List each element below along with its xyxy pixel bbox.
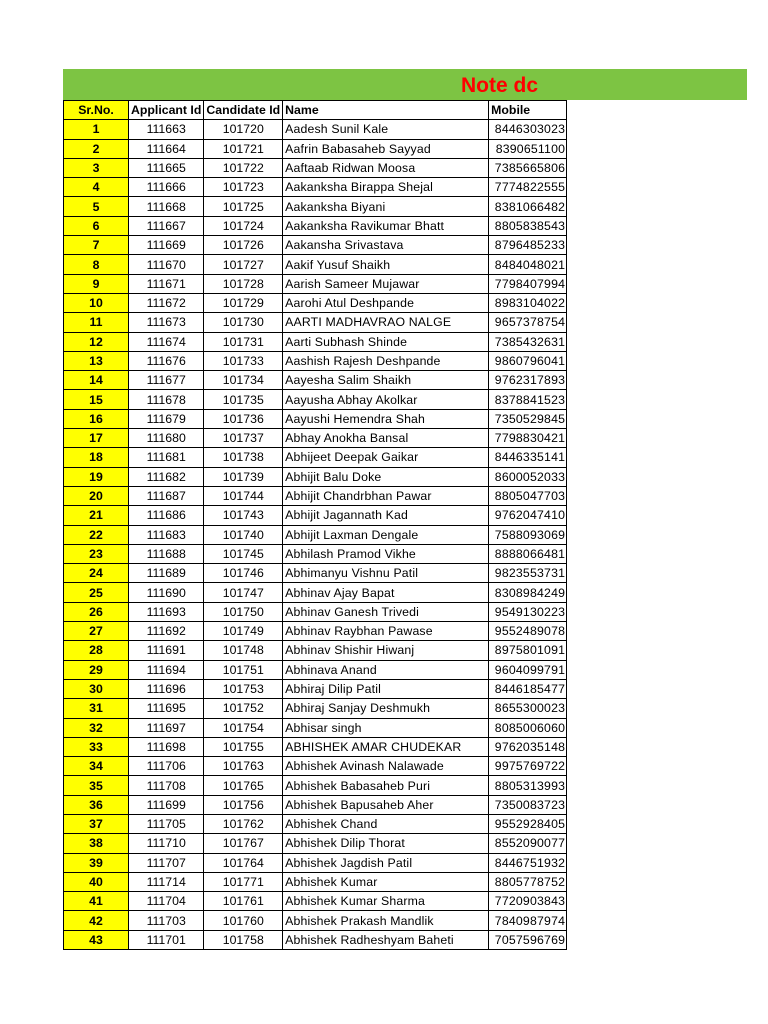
cell-name[interactable]: Abhishek Bapusaheb Aher [283,795,489,814]
cell-mobile[interactable]: 7350083723 [489,795,567,814]
cell-applicant-id[interactable]: 111683 [129,525,204,544]
cell-candidate-id[interactable]: 101767 [204,834,283,853]
cell-srno[interactable]: 29 [64,660,129,679]
cell-mobile[interactable]: 8308984249 [489,583,567,602]
cell-name[interactable]: Aakanksha Biyani [283,197,489,216]
cell-name[interactable]: Aakansha Srivastava [283,236,489,255]
cell-name[interactable]: Abhinav Shishir Hiwanj [283,641,489,660]
cell-candidate-id[interactable]: 101754 [204,718,283,737]
cell-candidate-id[interactable]: 101723 [204,178,283,197]
cell-candidate-id[interactable]: 101744 [204,486,283,505]
cell-name[interactable]: Abhishek Jagdish Patil [283,853,489,872]
cell-applicant-id[interactable]: 111682 [129,467,204,486]
table-row [64,429,567,448]
cell-name[interactable]: Abhishek Prakash Mandlik [283,911,489,930]
cell-applicant-id[interactable]: 111687 [129,486,204,505]
cell-candidate-id[interactable]: 101751 [204,660,283,679]
table-row [64,814,567,833]
table-row [64,525,567,544]
cell-mobile[interactable]: 7385665806 [489,158,567,177]
cell-candidate-id[interactable]: 101733 [204,351,283,370]
cell-candidate-id[interactable]: 101760 [204,911,283,930]
table-row [64,506,567,525]
cell-mobile[interactable]: 7720903843 [489,892,567,911]
cell-candidate-id[interactable]: 101746 [204,564,283,583]
cell-name[interactable]: AARTI MADHAVRAO NALGE [283,313,489,332]
table-row [64,699,567,718]
table-row [64,622,567,641]
header-row [64,101,567,120]
cell-srno[interactable]: 30 [64,679,129,698]
table-row [64,486,567,505]
cell-name[interactable]: Abhiraj Dilip Patil [283,679,489,698]
cell-applicant-id[interactable]: 111701 [129,930,204,949]
cell-srno[interactable]: 19 [64,467,129,486]
cell-candidate-id[interactable]: 101743 [204,506,283,525]
cell-name[interactable]: Aarohi Atul Deshpande [283,293,489,312]
cell-srno[interactable]: 8 [64,255,129,274]
cell-mobile[interactable]: 9604099791 [489,660,567,679]
cell-mobile[interactable]: 8484048021 [489,255,567,274]
cell-srno[interactable]: 22 [64,525,129,544]
cell-srno[interactable]: 24 [64,564,129,583]
cell-name[interactable]: Aadesh Sunil Kale [283,120,489,139]
cell-name[interactable]: Abhishek Chand [283,814,489,833]
cell-name[interactable]: Abhishek Kumar [283,872,489,891]
cell-mobile[interactable]: 9823553731 [489,564,567,583]
cell-name[interactable]: Abhilash Pramod Vikhe [283,544,489,563]
table-row [64,274,567,293]
cell-mobile[interactable]: 8446751932 [489,853,567,872]
cell-mobile[interactable]: 7798407994 [489,274,567,293]
table-row [64,371,567,390]
cell-srno[interactable]: 27 [64,622,129,641]
cell-name[interactable]: Abhinava Anand [283,660,489,679]
cell-mobile[interactable]: 9762035148 [489,737,567,756]
table-row [64,351,567,370]
cell-mobile[interactable]: 8446335141 [489,448,567,467]
cell-srno[interactable]: 37 [64,814,129,833]
table-row [64,158,567,177]
cell-srno[interactable]: 28 [64,641,129,660]
table-row [64,602,567,621]
cell-candidate-id[interactable]: 101753 [204,679,283,698]
header-candidate-id[interactable]: Candidate Id [204,101,283,120]
cell-srno[interactable]: 21 [64,506,129,525]
cell-applicant-id[interactable]: 111694 [129,660,204,679]
cell-mobile[interactable]: 8446303023 [489,120,567,139]
cell-applicant-id[interactable]: 111667 [129,216,204,235]
cell-srno[interactable]: 16 [64,409,129,428]
cell-srno[interactable]: 14 [64,371,129,390]
cell-applicant-id[interactable]: 111679 [129,409,204,428]
cell-mobile[interactable]: 8796485233 [489,236,567,255]
cell-candidate-id[interactable]: 101755 [204,737,283,756]
cell-name[interactable]: Abhishek Avinash Nalawade [283,757,489,776]
cell-srno[interactable]: 13 [64,351,129,370]
cell-applicant-id[interactable]: 111699 [129,795,204,814]
cell-applicant-id[interactable]: 111664 [129,139,204,158]
cell-candidate-id[interactable]: 101756 [204,795,283,814]
cell-candidate-id[interactable]: 101761 [204,892,283,911]
cell-name[interactable]: Aafrin Babasaheb Sayyad [283,139,489,158]
cell-name[interactable]: Aarti Subhash Shinde [283,332,489,351]
cell-candidate-id[interactable]: 101737 [204,429,283,448]
cell-srno[interactable]: 2 [64,139,129,158]
cell-name[interactable]: Abhijit Chandrbhan Pawar [283,486,489,505]
cell-srno[interactable]: 5 [64,197,129,216]
cell-mobile[interactable]: 9552928405 [489,814,567,833]
cell-applicant-id[interactable]: 111668 [129,197,204,216]
cell-srno[interactable]: 4 [64,178,129,197]
cell-candidate-id[interactable]: 101736 [204,409,283,428]
cell-applicant-id[interactable]: 111669 [129,236,204,255]
cell-candidate-id[interactable]: 101725 [204,197,283,216]
table-row [64,872,567,891]
cell-applicant-id[interactable]: 111678 [129,390,204,409]
cell-applicant-id[interactable]: 111703 [129,911,204,930]
table-row [64,737,567,756]
cell-candidate-id[interactable]: 101728 [204,274,283,293]
cell-srno[interactable]: 32 [64,718,129,737]
cell-candidate-id[interactable]: 101735 [204,390,283,409]
table-row [64,120,567,139]
cell-applicant-id[interactable]: 111698 [129,737,204,756]
cell-candidate-id[interactable]: 101721 [204,139,283,158]
cell-candidate-id[interactable]: 101730 [204,313,283,332]
cell-name[interactable]: Aayusha Abhay Akolkar [283,390,489,409]
cell-applicant-id[interactable]: 111690 [129,583,204,602]
cell-mobile[interactable]: 9552489078 [489,622,567,641]
cell-mobile[interactable]: 8600052033 [489,467,567,486]
cell-srno[interactable]: 3 [64,158,129,177]
cell-name[interactable]: Abhiraj Sanjay Deshmukh [283,699,489,718]
applicant-table [63,100,567,950]
cell-name[interactable]: Abhisar singh [283,718,489,737]
cell-mobile[interactable]: 7774822555 [489,178,567,197]
cell-applicant-id[interactable]: 111681 [129,448,204,467]
cell-applicant-id[interactable]: 111686 [129,506,204,525]
cell-candidate-id[interactable]: 101764 [204,853,283,872]
cell-applicant-id[interactable]: 111697 [129,718,204,737]
cell-mobile[interactable]: 8888066481 [489,544,567,563]
cell-candidate-id[interactable]: 101726 [204,236,283,255]
cell-mobile[interactable]: 9975769722 [489,757,567,776]
cell-srno[interactable]: 31 [64,699,129,718]
cell-srno[interactable]: 17 [64,429,129,448]
cell-applicant-id[interactable]: 111670 [129,255,204,274]
cell-mobile[interactable]: 9549130223 [489,602,567,621]
cell-candidate-id[interactable]: 101734 [204,371,283,390]
cell-name[interactable]: Abhinav Ajay Bapat [283,583,489,602]
cell-srno[interactable]: 10 [64,293,129,312]
table-row [64,313,567,332]
cell-mobile[interactable]: 8085006060 [489,718,567,737]
cell-mobile[interactable]: 9762047410 [489,506,567,525]
cell-candidate-id[interactable]: 101722 [204,158,283,177]
table-row [64,139,567,158]
cell-candidate-id[interactable]: 101749 [204,622,283,641]
header-applicant-id[interactable]: Applicant Id [129,101,204,120]
table-row [64,293,567,312]
cell-name[interactable]: Aayesha Salim Shaikh [283,371,489,390]
cell-candidate-id[interactable]: 101748 [204,641,283,660]
cell-applicant-id[interactable]: 111696 [129,679,204,698]
cell-name[interactable]: Aarish Sameer Mujawar [283,274,489,293]
cell-applicant-id[interactable]: 111691 [129,641,204,660]
cell-srno[interactable]: 6 [64,216,129,235]
cell-name[interactable]: Aakanksha Birappa Shejal [283,178,489,197]
cell-srno[interactable]: 12 [64,332,129,351]
cell-candidate-id[interactable]: 101720 [204,120,283,139]
cell-name[interactable]: Abhimanyu Vishnu Patil [283,564,489,583]
cell-applicant-id[interactable]: 111663 [129,120,204,139]
cell-srno[interactable]: 1 [64,120,129,139]
header-srno[interactable]: Sr.No. [64,101,129,120]
cell-candidate-id[interactable]: 101739 [204,467,283,486]
table-row [64,583,567,602]
cell-mobile[interactable]: 8552090077 [489,834,567,853]
cell-mobile[interactable]: 7588093069 [489,525,567,544]
cell-srno[interactable]: 40 [64,872,129,891]
cell-applicant-id[interactable]: 111707 [129,853,204,872]
cell-candidate-id[interactable]: 101738 [204,448,283,467]
cell-name[interactable]: Abhijit Jagannath Kad [283,506,489,525]
cell-candidate-id[interactable]: 101750 [204,602,283,621]
cell-mobile[interactable]: 8805313993 [489,776,567,795]
cell-applicant-id[interactable]: 111665 [129,158,204,177]
cell-candidate-id[interactable]: 101763 [204,757,283,776]
cell-name[interactable]: Abhinav Ganesh Trivedi [283,602,489,621]
table-row [64,178,567,197]
cell-name[interactable]: Aaftaab Ridwan Moosa [283,158,489,177]
cell-applicant-id[interactable]: 111714 [129,872,204,891]
cell-applicant-id[interactable]: 111666 [129,178,204,197]
cell-mobile[interactable]: 7057596769 [489,930,567,949]
cell-name[interactable]: Abhay Anokha Bansal [283,429,489,448]
cell-candidate-id[interactable]: 101758 [204,930,283,949]
cell-srno[interactable]: 34 [64,757,129,776]
cell-candidate-id[interactable]: 101762 [204,814,283,833]
cell-mobile[interactable]: 8446185477 [489,679,567,698]
cell-srno[interactable]: 11 [64,313,129,332]
cell-name[interactable]: Abhishek Kumar Sharma [283,892,489,911]
cell-srno[interactable]: 20 [64,486,129,505]
cell-applicant-id[interactable]: 111672 [129,293,204,312]
cell-candidate-id[interactable]: 101771 [204,872,283,891]
cell-srno[interactable]: 38 [64,834,129,853]
cell-candidate-id[interactable]: 101729 [204,293,283,312]
table-row [64,197,567,216]
cell-applicant-id[interactable]: 111706 [129,757,204,776]
cell-candidate-id[interactable]: 101724 [204,216,283,235]
cell-applicant-id[interactable]: 111689 [129,564,204,583]
cell-candidate-id[interactable]: 101765 [204,776,283,795]
cell-mobile[interactable]: 8381066482 [489,197,567,216]
cell-applicant-id[interactable]: 111674 [129,332,204,351]
cell-mobile[interactable]: 8983104022 [489,293,567,312]
table-row [64,776,567,795]
cell-srno[interactable]: 41 [64,892,129,911]
table-row [64,236,567,255]
cell-candidate-id[interactable]: 101752 [204,699,283,718]
cell-mobile[interactable]: 9762317893 [489,371,567,390]
cell-srno[interactable]: 43 [64,930,129,949]
cell-mobile[interactable]: 7840987974 [489,911,567,930]
cell-mobile[interactable]: 8805778752 [489,872,567,891]
cell-mobile[interactable]: 7798830421 [489,429,567,448]
cell-name[interactable]: Abhinav Raybhan Pawase [283,622,489,641]
cell-srno[interactable]: 23 [64,544,129,563]
cell-applicant-id[interactable]: 111693 [129,602,204,621]
cell-applicant-id[interactable]: 111705 [129,814,204,833]
cell-mobile[interactable]: 7385432631 [489,332,567,351]
cell-mobile[interactable]: 8655300023 [489,699,567,718]
cell-srno[interactable]: 42 [64,911,129,930]
cell-applicant-id[interactable]: 111671 [129,274,204,293]
cell-name[interactable]: Aayushi Hemendra Shah [283,409,489,428]
cell-name[interactable]: Abhijeet Deepak Gaikar [283,448,489,467]
cell-name[interactable]: Abhishek Babasaheb Puri [283,776,489,795]
table-row [64,409,567,428]
cell-name[interactable]: Aakanksha Ravikumar Bhatt [283,216,489,235]
cell-mobile[interactable]: 9860796041 [489,351,567,370]
header-mobile[interactable]: Mobile [489,101,567,120]
table-row [64,448,567,467]
table-row [64,853,567,872]
cell-name[interactable]: Abhishek Dilip Thorat [283,834,489,853]
cell-candidate-id[interactable]: 101740 [204,525,283,544]
table-row [64,216,567,235]
cell-srno[interactable]: 15 [64,390,129,409]
cell-mobile[interactable]: 8805047703 [489,486,567,505]
cell-candidate-id[interactable]: 101727 [204,255,283,274]
cell-srno[interactable]: 7 [64,236,129,255]
table-row [64,660,567,679]
sheet-title: Note dc [461,74,539,97]
cell-srno[interactable]: 36 [64,795,129,814]
cell-name[interactable]: ABHISHEK AMAR CHUDEKAR [283,737,489,756]
title-banner [63,69,747,100]
cell-applicant-id[interactable]: 111677 [129,371,204,390]
cell-applicant-id[interactable]: 111688 [129,544,204,563]
cell-candidate-id[interactable]: 101747 [204,583,283,602]
cell-srno[interactable]: 33 [64,737,129,756]
cell-mobile[interactable]: 8805838543 [489,216,567,235]
table-row [64,255,567,274]
cell-applicant-id[interactable]: 111692 [129,622,204,641]
table-row [64,332,567,351]
cell-applicant-id[interactable]: 111704 [129,892,204,911]
table-row [64,544,567,563]
cell-applicant-id[interactable]: 111673 [129,313,204,332]
cell-srno[interactable]: 26 [64,602,129,621]
cell-srno[interactable]: 18 [64,448,129,467]
cell-name[interactable]: Aakif Yusuf Shaikh [283,255,489,274]
table-row [64,718,567,737]
table-row [64,390,567,409]
cell-name[interactable]: Abhishek Radheshyam Baheti [283,930,489,949]
cell-applicant-id[interactable]: 111676 [129,351,204,370]
table-row [64,757,567,776]
cell-srno[interactable]: 35 [64,776,129,795]
cell-srno[interactable]: 25 [64,583,129,602]
header-name[interactable]: Name [283,101,489,120]
cell-applicant-id[interactable]: 111708 [129,776,204,795]
cell-mobile[interactable]: 8378841523 [489,390,567,409]
cell-mobile[interactable]: 8975801091 [489,641,567,660]
cell-applicant-id[interactable]: 111695 [129,699,204,718]
cell-mobile[interactable]: 9657378754 [489,313,567,332]
cell-mobile[interactable]: 8390651100 [489,139,567,158]
table-row [64,892,567,911]
cell-applicant-id[interactable]: 111680 [129,429,204,448]
cell-srno[interactable]: 39 [64,853,129,872]
cell-candidate-id[interactable]: 101745 [204,544,283,563]
table-row [64,911,567,930]
cell-name[interactable]: Abhijit Balu Doke [283,467,489,486]
cell-name[interactable]: Aashish Rajesh Deshpande [283,351,489,370]
table-row [64,564,567,583]
table-row [64,834,567,853]
table-row [64,641,567,660]
cell-name[interactable]: Abhijit Laxman Dengale [283,525,489,544]
cell-srno[interactable]: 9 [64,274,129,293]
cell-mobile[interactable]: 7350529845 [489,409,567,428]
cell-candidate-id[interactable]: 101731 [204,332,283,351]
table-row [64,930,567,949]
table-row [64,467,567,486]
table-row [64,679,567,698]
table-row [64,795,567,814]
cell-applicant-id[interactable]: 111710 [129,834,204,853]
